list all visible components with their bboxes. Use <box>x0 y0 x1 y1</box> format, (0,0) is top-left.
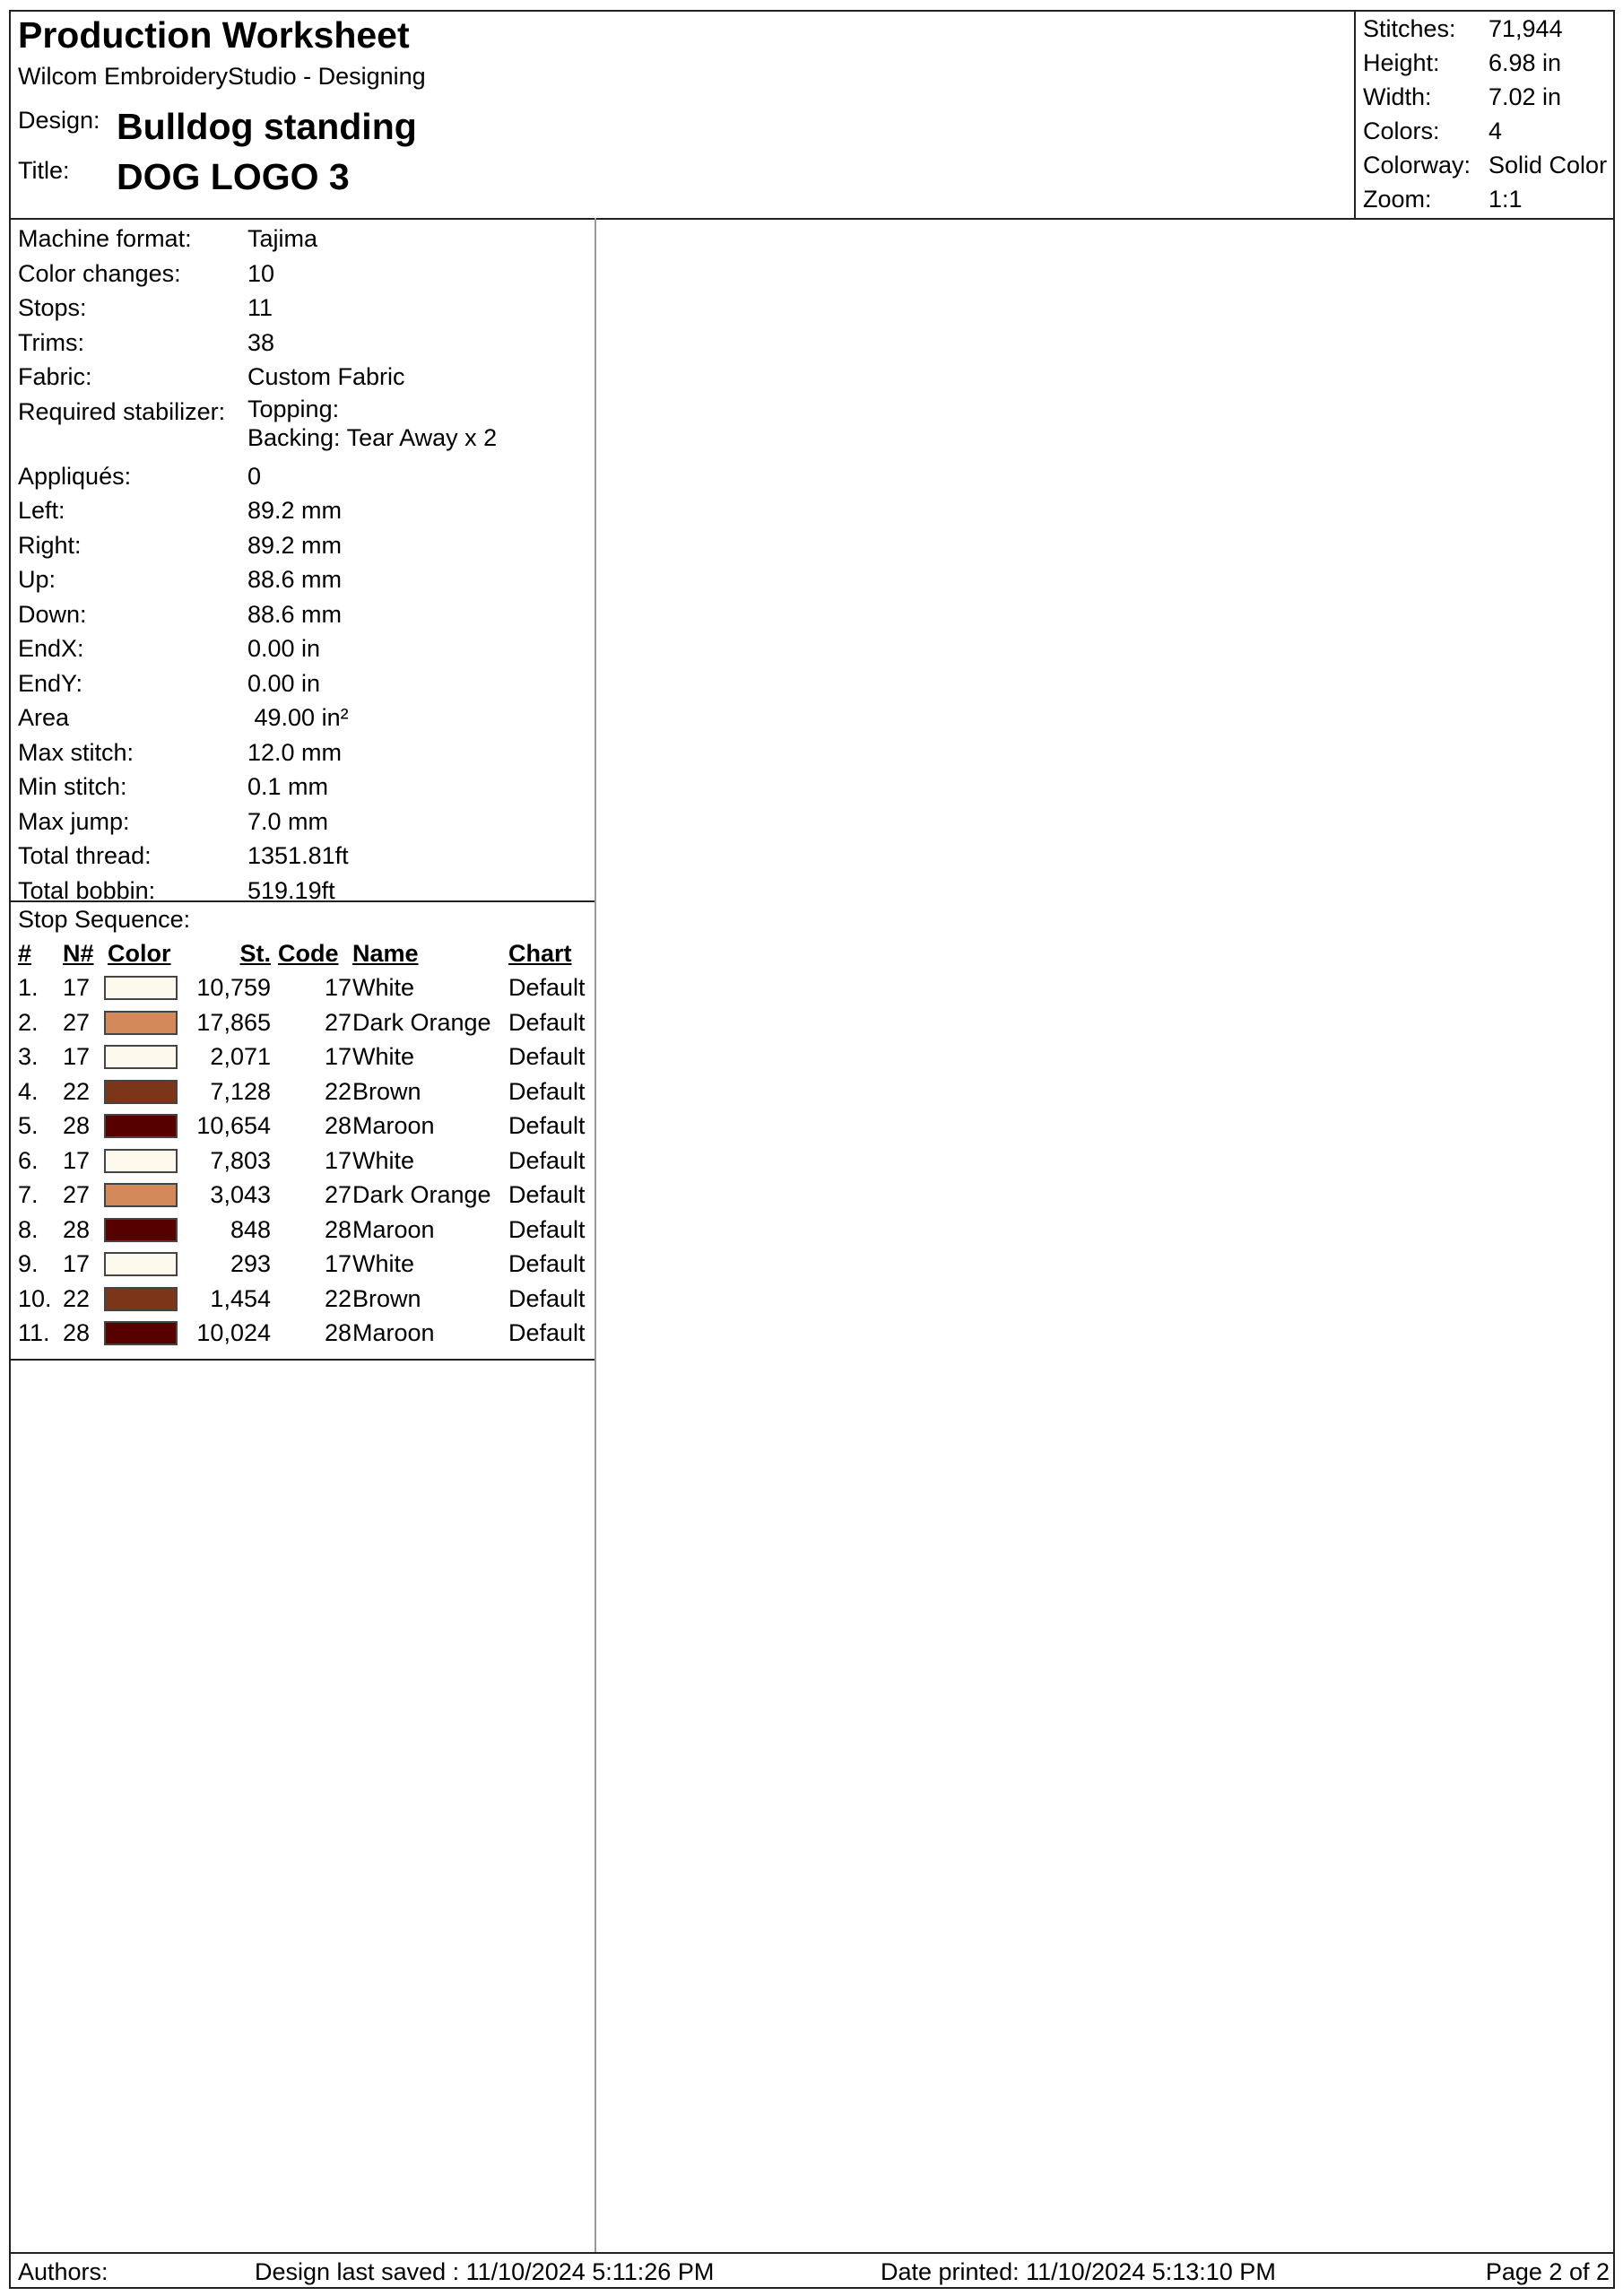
summary-row-colorway: Colorway: Solid Color <box>1363 152 1608 178</box>
property-label: Down: <box>18 600 87 628</box>
color-swatch <box>104 1321 178 1345</box>
table-bottom-divider <box>11 1359 595 1361</box>
property-value: 49.00 in² <box>247 704 349 731</box>
color-swatch <box>104 1045 178 1069</box>
thread-chart: Default <box>508 1250 586 1277</box>
column-header-code: Code <box>278 940 339 967</box>
property-value: 519.19ft <box>247 876 335 904</box>
row-number: 5. <box>18 1112 39 1139</box>
thread-name: White <box>352 1146 415 1174</box>
property-label: Up: <box>18 566 56 593</box>
property-label: Max jump: <box>18 807 130 835</box>
thread-chart: Default <box>508 1112 586 1139</box>
property-value: Tajima <box>247 225 318 252</box>
thread-code: 17 <box>324 1250 352 1277</box>
needle-number: 28 <box>63 1319 91 1346</box>
details-panel <box>11 218 596 2252</box>
thread-name: Maroon <box>352 1319 435 1346</box>
property-value: Topping: Backing: Tear Away x 2 <box>247 395 498 451</box>
date-printed: Date printed: 11/10/2024 5:13:10 PM <box>881 2258 1276 2285</box>
thread-chart: Default <box>508 1215 586 1243</box>
thread-code: 22 <box>324 1284 352 1312</box>
property-value: 89.2 mm <box>247 497 343 524</box>
needle-number: 22 <box>63 1284 91 1312</box>
summary-row-height: Height: 6.98 in <box>1363 49 1562 76</box>
thread-name: Maroon <box>352 1215 435 1243</box>
stitch-count: 3,043 <box>210 1181 271 1208</box>
summary-row-width: Width: 7.02 in <box>1363 83 1562 110</box>
application-name: Wilcom EmbroideryStudio - Designing <box>18 63 426 90</box>
design-title: DOG LOGO 3 <box>117 156 350 197</box>
property-value: 0 <box>247 462 262 490</box>
property-label: EndX: <box>18 635 84 662</box>
summary-panel <box>1354 12 1617 218</box>
column-header-name: Name <box>352 940 419 967</box>
thread-name: White <box>352 1043 415 1070</box>
color-swatch <box>104 1080 178 1104</box>
color-swatch <box>104 1183 178 1207</box>
property-label: EndY: <box>18 669 83 697</box>
color-swatch <box>104 1114 178 1138</box>
row-number: 1. <box>18 974 39 1001</box>
color-swatch <box>104 1149 178 1173</box>
thread-code: 27 <box>324 1181 352 1208</box>
property-label: Required stabilizer: <box>18 397 226 425</box>
color-swatch <box>104 1218 178 1242</box>
thread-chart: Default <box>508 1284 586 1312</box>
stitch-count: 293 <box>230 1250 271 1277</box>
property-value: 89.2 mm <box>247 531 343 559</box>
property-value: 12.0 mm <box>247 738 343 766</box>
property-value: 7.0 mm <box>247 807 329 835</box>
column-header-stitches: St. <box>239 940 271 967</box>
property-label: Left: <box>18 497 65 524</box>
stitch-count: 2,071 <box>210 1043 271 1070</box>
property-value: 10 <box>247 259 275 287</box>
color-swatch <box>104 976 178 1000</box>
property-value: 11 <box>247 294 273 321</box>
last-saved-date: Design last saved : 11/10/2024 5:11:26 PM <box>255 2258 715 2285</box>
thread-name: Brown <box>352 1077 421 1105</box>
needle-number: 22 <box>63 1077 91 1105</box>
worksheet-footer <box>11 2252 1615 2291</box>
row-number: 6. <box>18 1146 39 1174</box>
row-number: 10. <box>18 1284 52 1312</box>
property-value: 38 <box>247 328 275 356</box>
summary-row-zoom: Zoom: 1:1 <box>1363 186 1523 213</box>
property-label: Area <box>18 704 70 731</box>
thread-code: 17 <box>324 974 352 1001</box>
column-header-number: # <box>18 940 32 967</box>
property-label: Total bobbin: <box>18 876 156 904</box>
color-swatch <box>104 1011 178 1035</box>
stitch-count: 17,865 <box>196 1008 271 1036</box>
stitch-count: 7,803 <box>210 1146 271 1174</box>
stitch-count: 1,454 <box>210 1284 271 1312</box>
thread-chart: Default <box>508 974 586 1001</box>
stitch-count: 7,128 <box>210 1077 271 1105</box>
page-number: Page 2 of 2 <box>1485 2258 1610 2285</box>
thread-chart: Default <box>508 1043 586 1070</box>
color-swatch <box>104 1252 178 1276</box>
title-label: Title: <box>18 157 70 184</box>
column-header-needle: N# <box>63 940 94 967</box>
needle-number: 27 <box>63 1008 91 1036</box>
property-value: 1351.81ft <box>247 842 349 869</box>
property-value: Custom Fabric <box>247 363 405 390</box>
property-label: Color changes: <box>18 259 181 287</box>
thread-name: Maroon <box>352 1112 435 1139</box>
stitch-count: 10,024 <box>196 1319 271 1346</box>
authors-label: Authors: <box>18 2258 108 2285</box>
thread-code: 28 <box>324 1319 352 1346</box>
needle-number: 17 <box>63 1146 91 1174</box>
row-number: 2. <box>18 1008 39 1036</box>
thread-chart: Default <box>508 1146 586 1174</box>
needle-number: 27 <box>63 1181 91 1208</box>
needle-number: 17 <box>63 1043 91 1070</box>
property-label: Appliqués: <box>18 462 132 490</box>
thread-code: 22 <box>324 1077 352 1105</box>
thread-chart: Default <box>508 1319 586 1346</box>
stitch-count: 10,759 <box>196 974 271 1001</box>
property-label: Stops: <box>18 294 87 321</box>
row-number: 3. <box>18 1043 39 1070</box>
thread-code: 28 <box>324 1112 352 1139</box>
property-label: Min stitch: <box>18 773 127 800</box>
property-label: Max stitch: <box>18 738 135 766</box>
summary-row-colors: Colors: 4 <box>1363 117 1503 144</box>
thread-code: 27 <box>324 1008 352 1036</box>
property-value: 0.1 mm <box>247 773 329 800</box>
thread-name: Brown <box>352 1284 421 1312</box>
design-name: Bulldog standing <box>117 106 417 147</box>
needle-number: 28 <box>63 1215 91 1243</box>
thread-chart: Default <box>508 1008 586 1036</box>
property-value: 88.6 mm <box>247 600 343 628</box>
property-value: 0.00 in <box>247 669 321 697</box>
thread-chart: Default <box>508 1077 586 1105</box>
row-number: 8. <box>18 1215 39 1243</box>
property-label: Machine format: <box>18 225 192 252</box>
column-header-color: Color <box>108 940 171 967</box>
stop-sequence-title: Stop Sequence: <box>18 906 191 933</box>
property-value: 0.00 in <box>247 635 321 662</box>
design-label: Design: <box>18 107 100 134</box>
thread-name: Dark Orange <box>352 1008 491 1036</box>
color-swatch <box>104 1287 178 1311</box>
thread-code: 28 <box>324 1215 352 1243</box>
thread-chart: Default <box>508 1181 586 1208</box>
stitch-count: 10,654 <box>196 1112 271 1139</box>
property-label: Right: <box>18 531 82 559</box>
document-title: Production Worksheet <box>18 14 410 56</box>
row-number: 4. <box>18 1077 39 1105</box>
thread-code: 17 <box>324 1146 352 1174</box>
worksheet-header <box>11 12 1615 220</box>
property-label: Trims: <box>18 328 84 356</box>
needle-number: 28 <box>63 1112 91 1139</box>
property-label: Fabric: <box>18 363 92 390</box>
needle-number: 17 <box>63 1250 91 1277</box>
row-number: 7. <box>18 1181 39 1208</box>
column-header-chart: Chart <box>508 940 572 967</box>
property-label: Total thread: <box>18 842 152 869</box>
property-value: 88.6 mm <box>247 566 343 593</box>
row-number: 9. <box>18 1250 39 1277</box>
thread-name: White <box>352 1250 415 1277</box>
thread-name: White <box>352 974 415 1001</box>
row-number: 11. <box>18 1319 50 1346</box>
thread-code: 17 <box>324 1043 352 1070</box>
thread-name: Dark Orange <box>352 1181 491 1208</box>
worksheet-page <box>9 10 1615 2289</box>
needle-number: 17 <box>63 974 91 1001</box>
stitch-count: 848 <box>230 1215 271 1243</box>
summary-row-stitches: Stitches: 71,944 <box>1363 15 1563 42</box>
